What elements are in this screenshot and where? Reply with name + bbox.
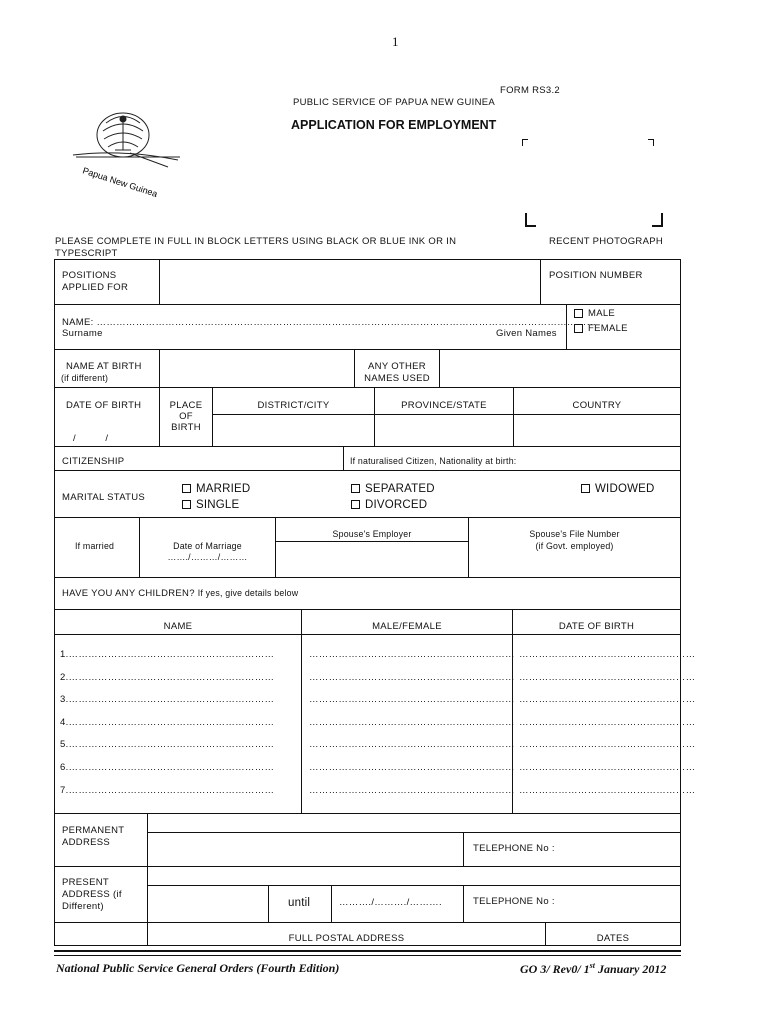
children-dob-rows: [519, 644, 696, 802]
checkbox-icon: [574, 324, 583, 333]
child-row-name[interactable]: 4.………………………………………………………: [60, 716, 275, 728]
male-checkbox[interactable]: MALE: [574, 308, 615, 319]
until-date-input[interactable]: ………./………./……….: [339, 897, 442, 908]
child-row-dob[interactable]: ………………………………………………: [519, 694, 696, 706]
footer-left: National Public Service General Orders (Fourth Edition): [56, 961, 340, 975]
child-row-name[interactable]: 5.………………………………………………………: [60, 739, 275, 751]
footer-rule: [54, 950, 681, 956]
child-row-sex[interactable]: ………………………………………………………: [309, 649, 515, 660]
present-address-label: PRESENT ADDRESS (if Different): [62, 877, 122, 912]
other-names-label: ANY OTHER NAMES USED: [364, 361, 430, 384]
checkbox-icon: [351, 500, 360, 509]
name-at-birth-label: NAME AT BIRTH: [66, 361, 142, 372]
child-row-name[interactable]: 7.………………………………………………………: [60, 784, 275, 796]
positions-label: POSITIONS APPLIED FOR: [62, 270, 129, 293]
position-number-input[interactable]: [541, 285, 680, 304]
children-question: HAVE YOU ANY CHILDREN? If yes, give details below: [62, 588, 299, 599]
child-row-sex[interactable]: ………………………………………………………: [309, 694, 515, 706]
marital-status-label: MARITAL STATUS: [62, 492, 146, 503]
child-row-dob[interactable]: ………………………………………………: [519, 649, 696, 660]
child-row-dob[interactable]: ………………………………………………: [519, 761, 696, 773]
form-number: FORM RS3.2: [500, 85, 561, 96]
province-state-label: PROVINCE/STATE: [401, 400, 487, 411]
female-checkbox[interactable]: FEMALE: [574, 323, 628, 334]
position-number-label: POSITION NUMBER: [549, 270, 643, 281]
province-state-input[interactable]: [375, 415, 513, 446]
other-names-input[interactable]: [440, 350, 680, 387]
date-of-marriage-label: Date of Marriage: [173, 541, 242, 551]
district-city-label: DISTRICT/CITY: [257, 400, 330, 411]
spouse-file-number-label: Spouse's File Number: [529, 529, 620, 539]
organisation-name: PUBLIC SERVICE OF PAPUA NEW GUINEA: [293, 97, 496, 108]
instructions: PLEASE COMPLETE IN FULL IN BLOCK LETTERS USING BLACK OR BLUE INK OR IN TYPESCRIPT: [55, 236, 457, 259]
until-label: until: [288, 897, 311, 909]
emblem: [68, 105, 188, 200]
separated-checkbox[interactable]: SEPARATED: [351, 483, 435, 495]
checkbox-icon: [574, 309, 583, 318]
child-row-sex[interactable]: ………………………………………………………: [309, 671, 515, 683]
checkbox-icon: [351, 484, 360, 493]
married-checkbox[interactable]: MARRIED: [182, 483, 250, 495]
date-of-marriage-input[interactable]: ……./………/………: [167, 552, 248, 562]
photo-corner-top-right: [648, 139, 654, 146]
photo-corner-bottom-right: [652, 213, 663, 227]
children-col-sex: MALE/FEMALE: [372, 621, 442, 632]
if-married-label: If married: [75, 541, 115, 551]
place-of-birth-label: PLACE OF BIRTH: [169, 400, 203, 433]
name-field[interactable]: NAME: ………………………………………………………………………………………………………………………………………: [62, 317, 597, 328]
name-at-birth-input[interactable]: [160, 350, 354, 387]
date-of-birth-input[interactable]: / /: [73, 433, 109, 444]
spouse-employer-input[interactable]: [276, 542, 468, 577]
child-row-sex[interactable]: ………………………………………………………: [309, 716, 515, 728]
country-input[interactable]: [514, 415, 680, 446]
surname-label: Surname: [62, 328, 103, 339]
children-rows: [60, 644, 296, 802]
photo-corner-bottom-left: [525, 213, 536, 227]
district-city-input[interactable]: [213, 415, 374, 446]
date-of-birth-label: DATE OF BIRTH: [66, 400, 142, 411]
single-checkbox[interactable]: SINGLE: [182, 499, 239, 511]
dates-label: DATES: [596, 933, 630, 944]
footer-right: GO 3/ Rev0/ 1st January 2012: [520, 961, 667, 976]
children-sex-rows: [309, 644, 515, 802]
child-row-dob[interactable]: ………………………………………………: [519, 739, 696, 751]
spouse-file-number-sub: (if Govt. employed): [535, 541, 614, 551]
child-row-name[interactable]: 2.………………………………………………………: [60, 671, 275, 683]
child-row-dob[interactable]: ………………………………………………: [519, 784, 696, 796]
checkbox-icon: [182, 484, 191, 493]
positions-input[interactable]: [160, 260, 540, 304]
citizenship-label: CITIZENSHIP: [62, 456, 125, 467]
naturalised-label: If naturalised Citizen, Nationality at birth:: [350, 456, 517, 466]
checkbox-icon: [581, 484, 590, 493]
full-postal-address-label: FULL POSTAL ADDRESS: [288, 933, 405, 944]
child-row-dob[interactable]: ………………………………………………: [519, 716, 696, 728]
bird-of-paradise-emblem-icon: [68, 105, 188, 200]
divorced-checkbox[interactable]: DIVORCED: [351, 499, 427, 511]
checkbox-icon: [182, 500, 191, 509]
children-col-dob: DATE OF BIRTH: [558, 621, 635, 632]
child-row-name[interactable]: 3.………………………………………………………: [60, 694, 275, 706]
child-row-sex[interactable]: ………………………………………………………: [309, 784, 515, 796]
name-label: NAME:: [62, 317, 94, 328]
permanent-telephone-label: TELEPHONE No :: [473, 843, 555, 854]
permanent-address-label: PERMANENT ADDRESS: [62, 825, 125, 848]
photo-label: RECENT PHOTOGRAPH: [549, 236, 664, 247]
photo-corner-top-left: [522, 139, 528, 146]
given-names-label: Given Names: [496, 328, 557, 339]
child-row-name[interactable]: 1.………………………………………………………: [60, 649, 275, 660]
name-at-birth-sub: (if different): [61, 373, 109, 383]
spouse-employer-label: Spouse's Employer: [332, 529, 412, 539]
citizenship-input[interactable]: [160, 447, 343, 470]
children-col-name: NAME: [163, 621, 193, 632]
child-row-dob[interactable]: ………………………………………………: [519, 671, 696, 683]
page-title: APPLICATION FOR EMPLOYMENT: [291, 118, 497, 132]
present-address-line2[interactable]: [148, 886, 268, 922]
country-label: COUNTRY: [572, 400, 622, 411]
widowed-checkbox[interactable]: WIDOWED: [581, 483, 655, 495]
page-number: 1: [392, 34, 399, 49]
permanent-address-line1[interactable]: [148, 814, 680, 832]
child-row-sex[interactable]: ………………………………………………………: [309, 739, 515, 751]
permanent-address-line2[interactable]: [148, 833, 463, 866]
child-row-sex[interactable]: ………………………………………………………: [309, 761, 515, 773]
present-telephone-label: TELEPHONE No :: [473, 896, 555, 907]
present-address-line1[interactable]: [148, 867, 680, 885]
child-row-name[interactable]: 6.………………………………………………………: [60, 761, 275, 773]
emblem-caption: Papua New Guinea: [81, 165, 159, 200]
